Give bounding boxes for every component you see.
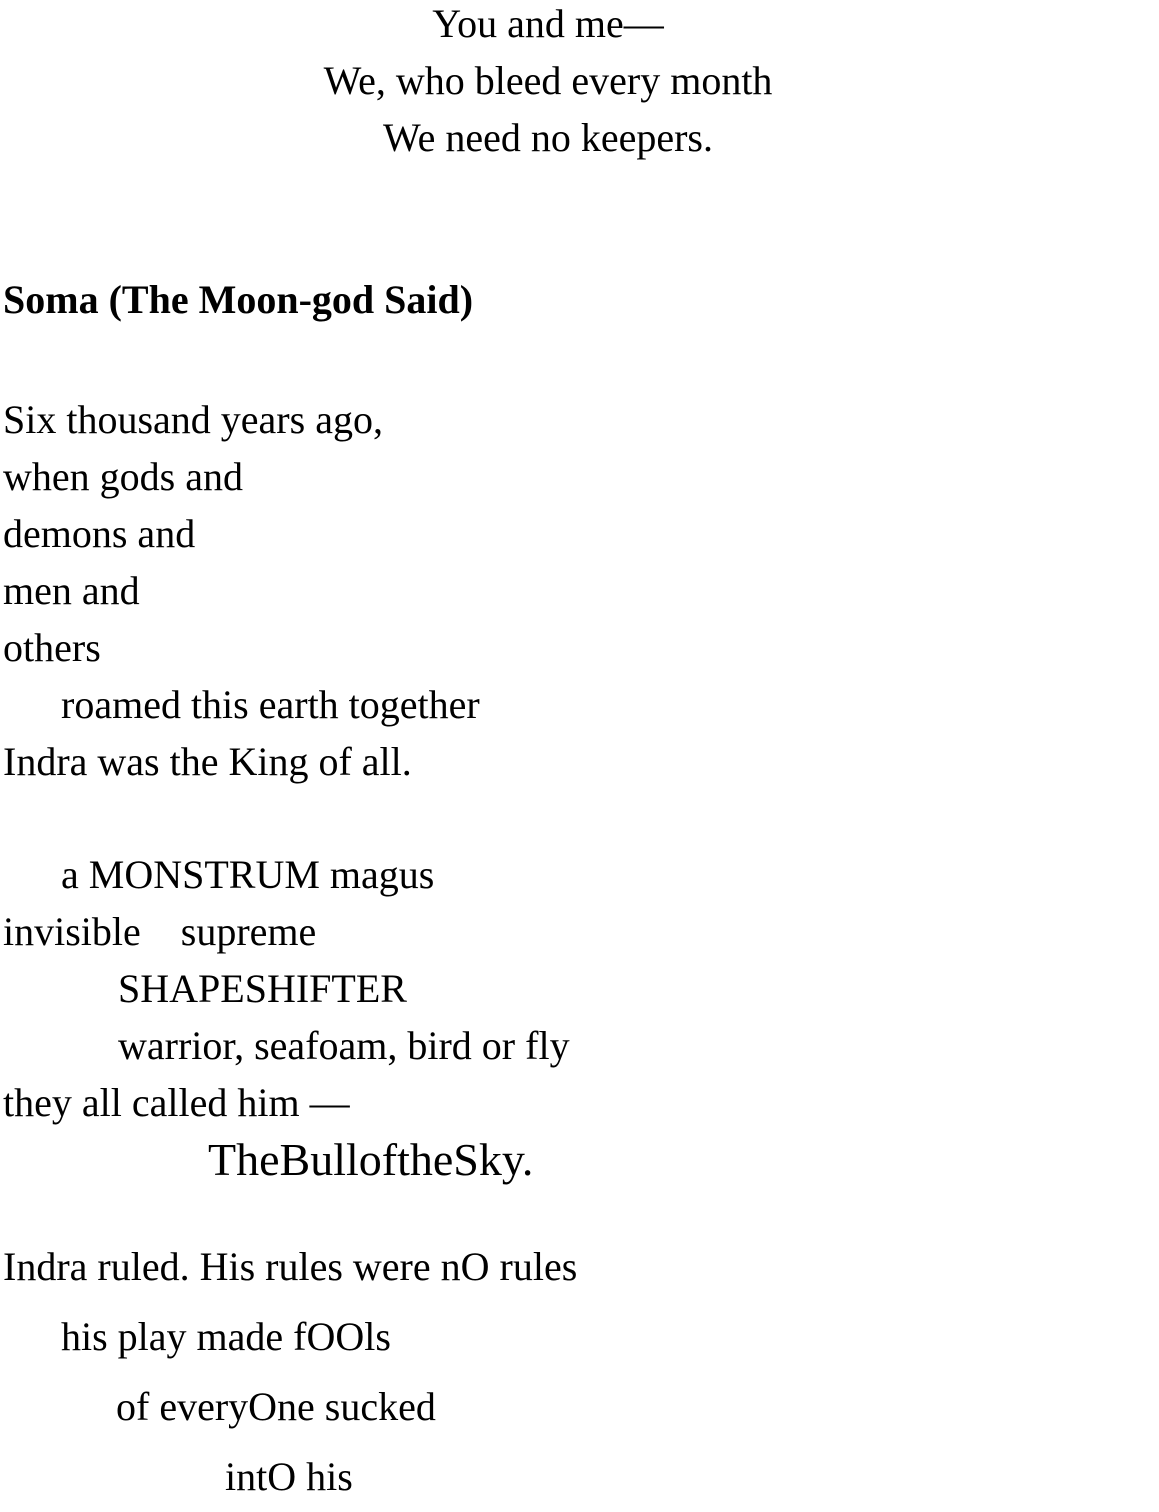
poem-stanza-2 (3, 846, 1159, 1188)
poem-epigraph (3, 0, 1093, 166)
poem-line: Indra ruled. His rules were nO rules (3, 1244, 578, 1289)
poem-line: a MONSTRUM magus (61, 852, 435, 897)
epigraph-line: We, who bleed every month (323, 58, 773, 103)
poem-line: demons and (3, 511, 196, 556)
epigraph-line: We need no keepers. (383, 115, 713, 160)
poem-stanza-3 (3, 1232, 1159, 1512)
poem-stanza-1 (3, 391, 1159, 790)
poem-line: others (3, 625, 101, 670)
poem-line: when gods and (3, 454, 243, 499)
poem-line: roamed this earth together (61, 682, 480, 727)
poem-line: invisible supreme (3, 909, 317, 954)
poem-line: Indra was the King of all. (3, 739, 412, 784)
poem-title: Soma (The Moon-god Said) (3, 277, 474, 322)
poem-line: his play made fOOls (61, 1314, 391, 1359)
poem-line: they all called him — (3, 1080, 350, 1125)
poem-line-epithet: TheBulloftheSky. (208, 1134, 534, 1185)
poem-line: men and (3, 568, 140, 613)
poem-line: warrior, seafoam, bird or fly (118, 1023, 570, 1068)
poem-line: intO his (225, 1454, 353, 1499)
poem-line: Six thousand years ago, (3, 397, 383, 442)
poem-line: of everyOne sucked (116, 1384, 436, 1429)
epigraph-line: You and me— (432, 1, 664, 46)
poem-line: SHAPESHIFTER (118, 966, 407, 1011)
